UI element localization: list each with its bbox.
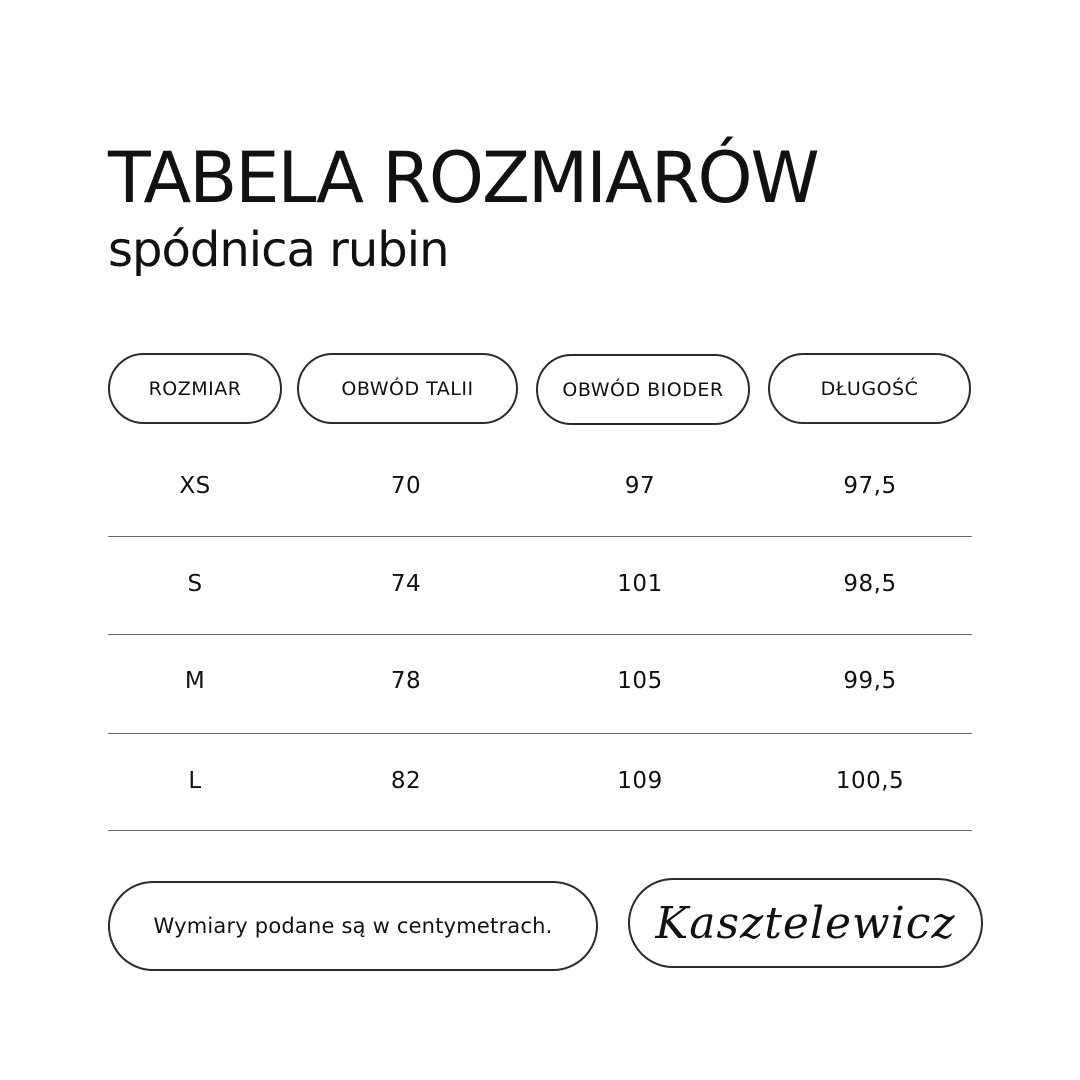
brand-logo-text: Kasztelewicz (655, 897, 956, 949)
table-cell-hips: 101 (617, 571, 663, 597)
table-cell-waist: 78 (390, 668, 422, 694)
page-title: TABELA ROZMIARÓW (108, 137, 818, 219)
table-cell-hips: 109 (617, 768, 663, 794)
row-divider (108, 733, 972, 734)
column-header-hips: OBWÓD BIODER (536, 354, 750, 425)
row-divider (108, 536, 972, 537)
row-divider (108, 634, 972, 635)
table-cell-size: M (184, 668, 206, 694)
table-cell-waist: 82 (390, 768, 422, 794)
table-cell-size: S (187, 571, 203, 597)
table-cell-waist: 70 (390, 473, 422, 499)
table-cell-waist: 74 (390, 571, 422, 597)
units-note: Wymiary podane są w centymetrach. (108, 881, 598, 971)
table-cell-length: 99,5 (843, 668, 897, 694)
table-cell-length: 100,5 (835, 768, 905, 794)
brand-logo (628, 878, 983, 968)
table-cell-hips: 105 (617, 668, 663, 694)
table-cell-length: 98,5 (843, 571, 897, 597)
column-header-length: DŁUGOŚĆ (768, 353, 971, 424)
row-divider (108, 830, 972, 831)
page-subtitle: spódnica rubin (108, 222, 449, 278)
table-cell-length: 97,5 (843, 473, 897, 499)
table-cell-size: XS (179, 473, 211, 499)
column-header-waist: OBWÓD TALII (297, 353, 518, 424)
table-cell-size: L (188, 768, 202, 794)
column-header-size: ROZMIAR (108, 353, 282, 424)
table-cell-hips: 97 (624, 473, 656, 499)
